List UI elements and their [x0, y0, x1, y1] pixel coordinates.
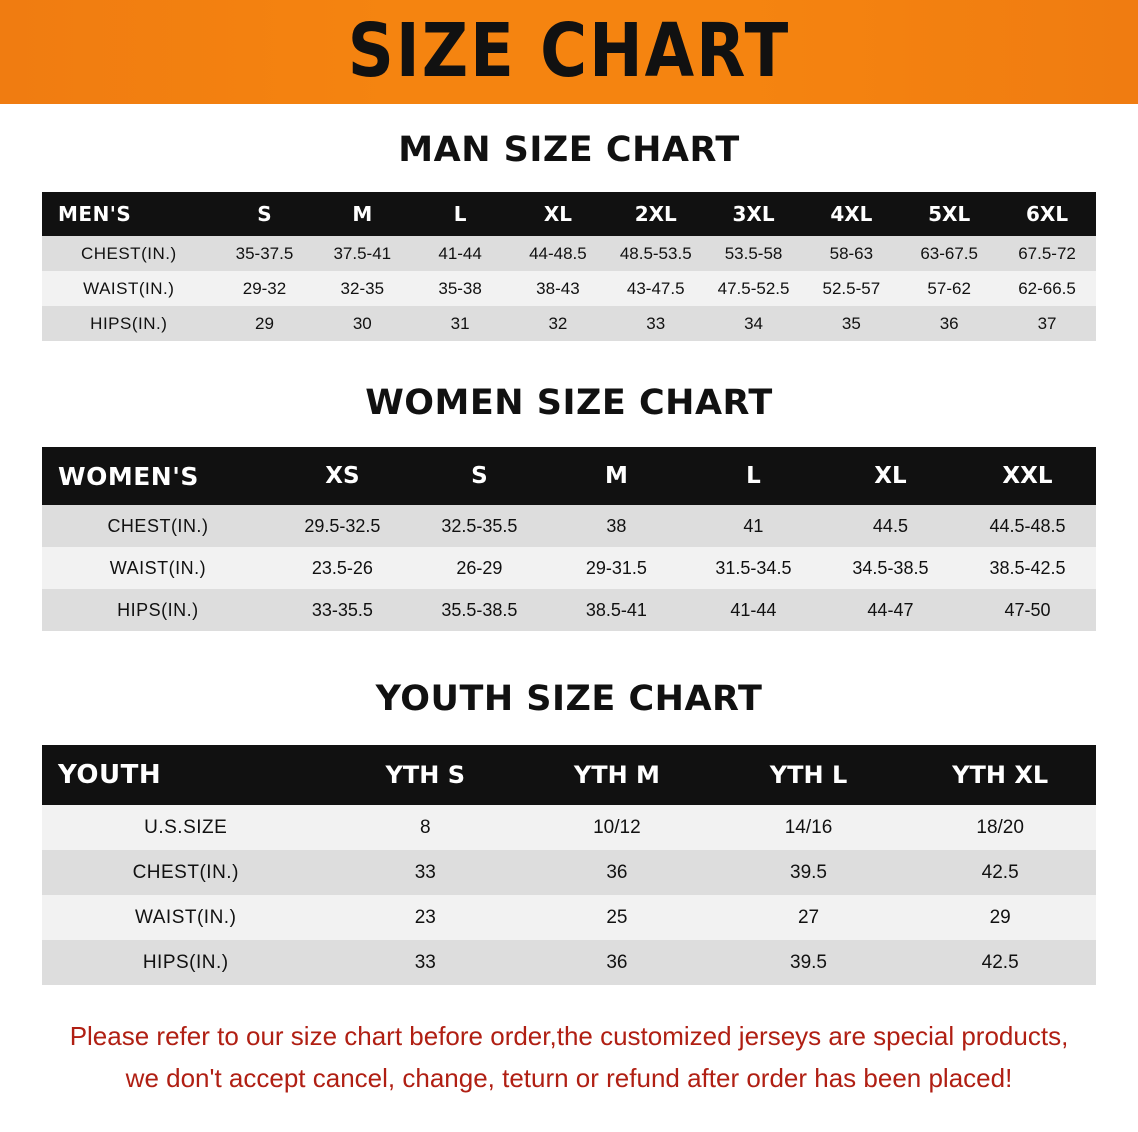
youth-cell: 18/20: [904, 805, 1096, 850]
women-size-table: [42, 447, 1096, 631]
women-cell: 33-35.5: [274, 589, 411, 631]
table-row: [42, 306, 1096, 341]
man-cell: 34: [705, 306, 803, 341]
table-row: [42, 505, 1096, 547]
man-cell: 35-38: [411, 271, 509, 306]
man-cell: 29: [216, 306, 314, 341]
man-cell: 32-35: [313, 271, 411, 306]
women-cell: 44.5: [822, 505, 959, 547]
man-cell: 48.5-53.5: [607, 236, 705, 271]
women-header-cell: XXL: [959, 447, 1096, 505]
women-cell: 38.5-41: [548, 589, 685, 631]
man-cell: 32: [509, 306, 607, 341]
women-table-wrap: [0, 447, 1138, 631]
youth-row-label: HIPS(IN.): [42, 940, 329, 985]
disclaimer-line-2: we don't accept cancel, change, teturn or refund after order has been placed!: [125, 1063, 1013, 1094]
women-cell: 47-50: [959, 589, 1096, 631]
youth-cell: 36: [521, 850, 713, 895]
man-cell: 57-62: [900, 271, 998, 306]
man-cell: 41-44: [411, 236, 509, 271]
youth-cell: 42.5: [904, 850, 1096, 895]
man-cell: 29-32: [216, 271, 314, 306]
man-cell: 52.5-57: [802, 271, 900, 306]
man-cell: 36: [900, 306, 998, 341]
table-row: [42, 236, 1096, 271]
youth-cell: 10/12: [521, 805, 713, 850]
table-row: [42, 850, 1096, 895]
women-header-cell: XL: [822, 447, 959, 505]
women-table-header-row: [42, 447, 1096, 505]
youth-cell: 39.5: [713, 940, 905, 985]
youth-cell: 33: [329, 850, 521, 895]
youth-cell: 14/16: [713, 805, 905, 850]
women-row-label: CHEST(IN.): [42, 505, 274, 547]
man-cell: 63-67.5: [900, 236, 998, 271]
youth-table-header-row: [42, 745, 1096, 805]
women-cell: 41: [685, 505, 822, 547]
women-cell: 34.5-38.5: [822, 547, 959, 589]
youth-header-cell: YOUTH: [42, 745, 329, 805]
youth-cell: 27: [713, 895, 905, 940]
man-row-label: CHEST(IN.): [42, 236, 216, 271]
youth-row-label: U.S.SIZE: [42, 805, 329, 850]
man-cell: 37.5-41: [313, 236, 411, 271]
man-cell: 58-63: [802, 236, 900, 271]
youth-cell: 25: [521, 895, 713, 940]
youth-row-label: WAIST(IN.): [42, 895, 329, 940]
women-cell: 31.5-34.5: [685, 547, 822, 589]
table-row: [42, 940, 1096, 985]
women-section-heading: WOMEN SIZE CHART: [365, 383, 773, 423]
women-row-label: HIPS(IN.): [42, 589, 274, 631]
man-cell: 62-66.5: [998, 271, 1096, 306]
man-row-label: WAIST(IN.): [42, 271, 216, 306]
women-cell: 23.5-26: [274, 547, 411, 589]
women-cell: 26-29: [411, 547, 548, 589]
women-cell: 41-44: [685, 589, 822, 631]
man-cell: 37: [998, 306, 1096, 341]
man-header-cell: 5XL: [900, 192, 998, 236]
man-header-cell: XL: [509, 192, 607, 236]
man-header-cell: 2XL: [607, 192, 705, 236]
youth-cell: 8: [329, 805, 521, 850]
man-section-heading: MAN SIZE CHART: [398, 130, 740, 170]
women-header-cell: S: [411, 447, 548, 505]
youth-section-heading: YOUTH SIZE CHART: [375, 679, 763, 719]
women-cell: 38: [548, 505, 685, 547]
women-cell: 32.5-35.5: [411, 505, 548, 547]
man-header-cell: 4XL: [802, 192, 900, 236]
table-row: [42, 271, 1096, 306]
disclaimer-line-1: Please refer to our size chart before order,the customized jerseys are special products,: [69, 1021, 1069, 1051]
women-cell: 44-47: [822, 589, 959, 631]
table-row: [42, 895, 1096, 940]
man-cell: 53.5-58: [705, 236, 803, 271]
man-cell: 38-43: [509, 271, 607, 306]
women-header-cell: WOMEN'S: [42, 447, 274, 505]
women-header-cell: L: [685, 447, 822, 505]
youth-cell: 39.5: [713, 850, 905, 895]
women-cell: 29-31.5: [548, 547, 685, 589]
youth-row-label: CHEST(IN.): [42, 850, 329, 895]
women-header-cell: M: [548, 447, 685, 505]
man-cell: 44-48.5: [509, 236, 607, 271]
youth-header-cell: YTH S: [329, 745, 521, 805]
page-title: SIZE CHART: [347, 9, 791, 95]
man-header-cell: 3XL: [705, 192, 803, 236]
man-header-cell: MEN'S: [42, 192, 216, 236]
man-size-table: [42, 192, 1096, 341]
youth-cell: 33: [329, 940, 521, 985]
man-table-wrap: [0, 192, 1138, 341]
youth-header-cell: YTH XL: [904, 745, 1096, 805]
man-header-cell: M: [313, 192, 411, 236]
table-row: [42, 589, 1096, 631]
disclaimer-note: [0, 1015, 1138, 1099]
man-header-cell: L: [411, 192, 509, 236]
man-cell: 47.5-52.5: [705, 271, 803, 306]
youth-cell: 42.5: [904, 940, 1096, 985]
youth-header-cell: YTH L: [713, 745, 905, 805]
women-cell: 44.5-48.5: [959, 505, 1096, 547]
youth-cell: 29: [904, 895, 1096, 940]
man-cell: 31: [411, 306, 509, 341]
women-cell: 35.5-38.5: [411, 589, 548, 631]
women-cell: 29.5-32.5: [274, 505, 411, 547]
youth-table-wrap: [0, 745, 1138, 985]
table-row: [42, 547, 1096, 589]
youth-header-cell: YTH M: [521, 745, 713, 805]
women-row-label: WAIST(IN.): [42, 547, 274, 589]
women-header-cell: XS: [274, 447, 411, 505]
man-header-cell: S: [216, 192, 314, 236]
man-cell: 35-37.5: [216, 236, 314, 271]
youth-cell: 23: [329, 895, 521, 940]
man-cell: 35: [802, 306, 900, 341]
man-cell: 43-47.5: [607, 271, 705, 306]
table-row: [42, 805, 1096, 850]
youth-size-table: [42, 745, 1096, 985]
man-header-cell: 6XL: [998, 192, 1096, 236]
man-table-header-row: [42, 192, 1096, 236]
man-cell: 30: [313, 306, 411, 341]
man-cell: 33: [607, 306, 705, 341]
man-row-label: HIPS(IN.): [42, 306, 216, 341]
page-banner: [0, 0, 1138, 104]
man-cell: 67.5-72: [998, 236, 1096, 271]
youth-cell: 36: [521, 940, 713, 985]
women-cell: 38.5-42.5: [959, 547, 1096, 589]
